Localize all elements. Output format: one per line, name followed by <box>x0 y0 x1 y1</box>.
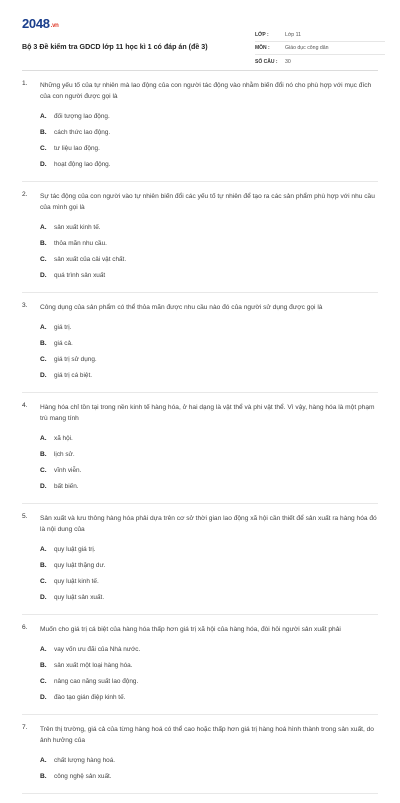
meta-row-class <box>255 29 385 42</box>
question-list <box>22 80 378 803</box>
question-text: Muốn cho giá trị cá biệt của hàng hóa thấp hơn giá trị xã hội của hàng hóa, đòi hỏi người sản xuất phải <box>40 626 341 633</box>
meta-label: SỐ CÂU : <box>255 58 278 65</box>
option-letter: D. <box>40 693 47 701</box>
option-letter: A. <box>40 645 47 653</box>
meta-value: Giáo dục công dân <box>285 45 329 51</box>
option-text: chất lượng hàng hoá. <box>54 756 116 764</box>
option-text: vay vốn ưu đãi của Nhà nước. <box>54 645 141 653</box>
question-item <box>22 191 378 293</box>
option-letter: C. <box>40 677 47 685</box>
answer-option-d[interactable] <box>40 478 213 494</box>
question-text: Công dụng của sản phẩm có thể thỏa mãn được nhu cầu nào đó của người sử dụng được gọi là <box>40 304 323 311</box>
option-text: giá trị. <box>54 323 72 331</box>
option-text: quy luật kinh tế. <box>54 577 99 585</box>
option-letter: C. <box>40 355 47 363</box>
option-text: đào tạo gián điệp kinh tế. <box>54 693 126 701</box>
question-number: 3. <box>22 302 28 309</box>
option-letter: A. <box>40 545 47 553</box>
answer-option-c[interactable] <box>40 251 213 267</box>
answer-option-b[interactable] <box>40 235 213 251</box>
header-divider <box>22 70 378 71</box>
question-number: 7. <box>22 724 28 731</box>
option-letter: C. <box>40 466 47 474</box>
question-text: Hàng hóa chỉ tồn tại trong nền kinh tế hàng hóa, ở hai dạng là vật thể và phi vật thể. Vì vậy, hàng hóa là một phạm trù mang tính <box>40 404 375 422</box>
question-item <box>22 724 378 794</box>
answer-option-b[interactable] <box>40 124 213 140</box>
answer-option-a[interactable] <box>40 541 213 557</box>
answer-option-b[interactable] <box>40 557 213 573</box>
option-text: bất biến. <box>54 482 79 490</box>
answer-option-d[interactable] <box>40 689 213 705</box>
option-letter: B. <box>40 772 47 780</box>
answer-option-c[interactable] <box>40 673 213 689</box>
option-letter: A. <box>40 756 47 764</box>
option-letter: D. <box>40 371 47 379</box>
answer-option-b[interactable] <box>40 768 213 784</box>
option-text: quá trình sản xuất <box>54 271 106 279</box>
answer-option-d[interactable] <box>40 156 213 172</box>
question-text: Những yếu tố của tự nhiên mà lao động của con người tác động vào nhằm biến đổi nó cho phù hợp với mục đích của con người được gọi là <box>40 82 372 100</box>
answer-option-a[interactable] <box>40 219 213 235</box>
option-text: quy luật giá trị. <box>54 545 96 553</box>
answer-option-a[interactable] <box>40 641 213 657</box>
option-text: lịch sử. <box>54 450 75 458</box>
option-text: nâng cao năng suất lao động. <box>54 677 139 685</box>
option-letter: A. <box>40 223 47 231</box>
meta-value: 30 <box>285 58 291 65</box>
option-letter: B. <box>40 239 47 247</box>
question-item <box>22 80 378 182</box>
question-item <box>22 624 378 715</box>
question-number: 5. <box>22 513 28 520</box>
option-letter: B. <box>40 561 47 569</box>
option-text: vĩnh viễn. <box>54 466 82 474</box>
option-letter: D. <box>40 271 47 279</box>
question-text: Sản xuất và lưu thông hàng hóa phải dựa trên cơ sở thời gian lao động xã hội cần thiết để sản xuất ra hàng hóa đó là nội dung của <box>40 515 377 533</box>
question-item <box>22 302 378 393</box>
question-text: Sự tác động của con người vào tự nhiên biến đổi các yếu tố tự nhiên để tạo ra các sản phẩm phù hợp với nhu cầu của mình gọi là <box>40 193 375 211</box>
option-letter: D. <box>40 160 47 168</box>
option-text: sản xuất của cải vật chất. <box>54 255 127 263</box>
answer-option-d[interactable] <box>40 367 213 383</box>
answer-options <box>22 108 378 172</box>
option-text: công nghệ sản xuất. <box>54 772 112 780</box>
answer-option-a[interactable] <box>40 319 213 335</box>
option-letter: A. <box>40 323 47 331</box>
answer-option-d[interactable] <box>40 589 213 605</box>
option-text: giá cả. <box>54 339 73 347</box>
option-letter: B. <box>40 339 47 347</box>
answer-options <box>22 641 378 705</box>
option-letter: C. <box>40 577 47 585</box>
document-title: Bộ 3 Đề kiểm tra GDCD lớp 11 học kì 1 có đáp án (đề 3) <box>22 43 208 51</box>
meta-value: Lớp 11 <box>285 32 301 38</box>
option-text: giá trị sử dụng. <box>54 355 97 363</box>
question-number: 1. <box>22 80 28 87</box>
option-text: sản xuất kinh tế. <box>54 223 101 231</box>
option-letter: A. <box>40 434 47 442</box>
option-letter: C. <box>40 144 47 152</box>
answer-option-b[interactable] <box>40 446 213 462</box>
option-letter: A. <box>40 112 47 120</box>
option-text: sản xuất một loại hàng hóa. <box>54 661 133 669</box>
document-meta <box>255 29 385 68</box>
option-text: quy luật thặng dư. <box>54 561 106 569</box>
option-text: cách thức lao động. <box>54 128 111 136</box>
meta-label: MÔN : <box>255 45 270 51</box>
option-letter: D. <box>40 593 47 601</box>
logo-suffix: .vn <box>50 23 59 29</box>
answer-options <box>22 319 378 383</box>
answer-option-a[interactable] <box>40 752 213 768</box>
option-text: quy luật sản xuất. <box>54 593 105 601</box>
option-letter: B. <box>40 128 47 136</box>
option-text: thỏa mãn nhu cầu. <box>54 239 107 247</box>
answer-option-b[interactable] <box>40 657 213 673</box>
answer-option-c[interactable] <box>40 140 213 156</box>
answer-options <box>22 219 378 283</box>
site-logo[interactable] <box>22 16 59 31</box>
option-text: giá trị cá biệt. <box>54 371 93 379</box>
option-letter: B. <box>40 661 47 669</box>
answer-option-d[interactable] <box>40 267 213 283</box>
answer-options <box>22 752 378 784</box>
option-text: đối tượng lao động. <box>54 112 110 120</box>
answer-option-b[interactable] <box>40 335 213 351</box>
answer-option-c[interactable] <box>40 462 213 478</box>
answer-options <box>22 430 378 494</box>
answer-option-a[interactable] <box>40 108 213 124</box>
option-letter: D. <box>40 482 47 490</box>
question-item <box>22 513 378 615</box>
question-number: 4. <box>22 402 28 409</box>
question-number: 2. <box>22 191 28 198</box>
answer-options <box>22 541 378 605</box>
question-text: Trên thị trường, giá cả của từng hàng hoá có thể cao hoặc thấp hơn giá trị hàng hoá hình thành trong sản xuất, do ảnh hưởng của <box>40 726 374 744</box>
option-letter: B. <box>40 450 47 458</box>
answer-option-c[interactable] <box>40 351 213 367</box>
option-text: tư liệu lao động. <box>54 144 100 152</box>
header <box>22 14 382 68</box>
meta-label: LỚP : <box>255 32 269 38</box>
option-text: xã hội. <box>54 434 73 442</box>
meta-row-subject <box>255 42 385 55</box>
answer-option-a[interactable] <box>40 430 213 446</box>
meta-row-count <box>255 55 385 68</box>
option-letter: C. <box>40 255 47 263</box>
question-item <box>22 402 378 504</box>
logo-text: 2048 <box>22 16 50 31</box>
answer-option-c[interactable] <box>40 573 213 589</box>
question-number: 6. <box>22 624 28 631</box>
option-text: hoạt động lao động. <box>54 160 111 168</box>
